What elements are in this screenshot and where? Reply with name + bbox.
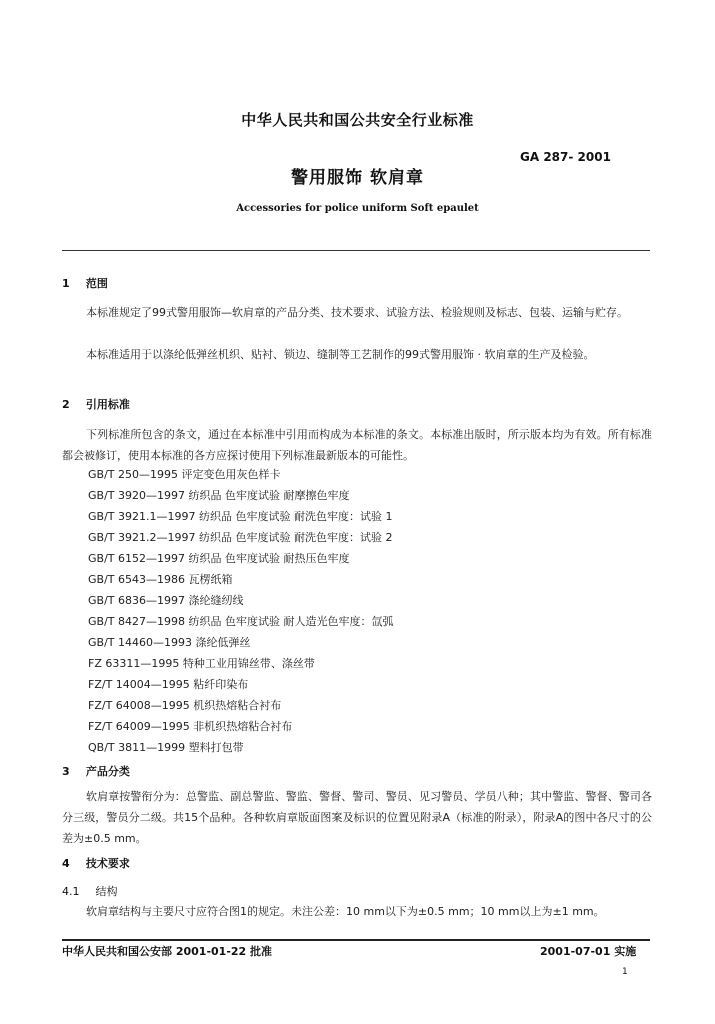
standard-number: GA 287- 2001 — [520, 150, 611, 164]
reference-item: FZ/T 14004—1995 粘纤印染布 — [88, 678, 249, 691]
section-number: 2 — [62, 398, 70, 411]
section-number: 3 — [62, 765, 70, 778]
org-title: 中华人民共和国公共安全行业标准 — [241, 111, 474, 129]
section-title: 范围 — [85, 277, 108, 290]
document-title-en: Accessories for police uniform Soft epaulet — [236, 203, 479, 214]
reference-item: GB/T 6836—1997 涤纶缝纫线 — [88, 594, 244, 607]
section-1-heading — [62, 275, 108, 291]
reference-item: QB/T 3811—1999 塑料打包带 — [88, 741, 244, 754]
reference-item: GB/T 3921.1—1997 纺织品 色牢度试验 耐洗色牢度：试验 1 — [88, 510, 393, 523]
effective-date: 2001-07-01 实施 — [540, 945, 637, 958]
section-number: 4.1 — [62, 885, 80, 898]
section-3-heading — [62, 763, 130, 779]
reference-item: GB/T 3920—1997 纺织品 色牢度试验 耐摩擦色牢度 — [88, 489, 350, 502]
document-title-cn: 警用服饰 软肩章 — [291, 168, 424, 188]
section-2-paragraph-1: 下列标准所包含的条文，通过在本标准中引用而构成为本标准的条文。本标准出版时，所示版本均为有效。所有标准都会被修订，使用本标准的各方应探讨使用下列标准最新版本的可能性。 — [62, 428, 652, 462]
reference-item: GB/T 3921.2—1997 纺织品 色牢度试验 耐洗色牢度：试验 2 — [88, 531, 393, 544]
reference-item: GB/T 250—1995 评定变色用灰色样卡 — [88, 468, 281, 481]
section-4-heading — [62, 855, 130, 871]
section-4-1-heading — [62, 883, 118, 899]
section-number: 1 — [62, 277, 70, 290]
reference-item: FZ/T 64008—1995 机织热熔粘合衬布 — [88, 699, 282, 712]
section-1-paragraph-1: 本标准规定了99式警用服饰—软肩章的产品分类、技术要求、试验方法、检验规则及标志、包装、运输与贮存。 — [86, 306, 628, 319]
reference-item: GB/T 6543—1986 瓦楞纸箱 — [88, 573, 233, 586]
section-title: 结构 — [95, 885, 118, 898]
section-4-1-paragraph-1: 软肩章结构与主要尺寸应符合图1的规定。未注公差：10 mm以下为±0.5 mm；10 mm以上为±1 mm。 — [86, 905, 605, 918]
reference-item: GB/T 6152—1997 纺织品 色牢度试验 耐热压色牢度 — [88, 552, 350, 565]
section-3-paragraph-1: 软肩章按警衔分为：总警监、副总警监、警监、警督、警司、警员、见习警员、学员八种；其中警监、警督、警司各分三级，警员分二级。共15个品种。各种软肩章版面图案及标识的位置见附录A（标准的附录），附录A的图中各尺寸的公差为±0.5 mm。 — [62, 790, 652, 845]
page-number: 1 — [622, 967, 628, 977]
section-number: 4 — [62, 857, 70, 870]
section-title: 引用标准 — [85, 398, 130, 411]
reference-item: GB/T 14460—1993 涤纶低弹丝 — [88, 636, 251, 649]
reference-item: FZ 63311—1995 特种工业用锦丝带、涤丝带 — [88, 657, 315, 670]
header-divider — [62, 250, 650, 251]
approval-info: 中华人民共和国公安部 2001-01-22 批准 — [62, 945, 273, 958]
reference-item: GB/T 8427—1998 纺织品 色牢度试验 耐人造光色牢度：氙弧 — [88, 615, 394, 628]
section-title: 技术要求 — [85, 857, 130, 870]
footer-divider — [62, 939, 650, 941]
section-2-heading — [62, 396, 130, 412]
section-title: 产品分类 — [85, 765, 130, 778]
reference-item: FZ/T 64009—1995 非机织热熔粘合衬布 — [88, 720, 293, 733]
section-1-paragraph-2: 本标准适用于以涤纶低弹丝机织、贴衬、锁边、缝制等工艺制作的99式警用服饰 · 软肩章的生产及检验。 — [86, 348, 595, 361]
